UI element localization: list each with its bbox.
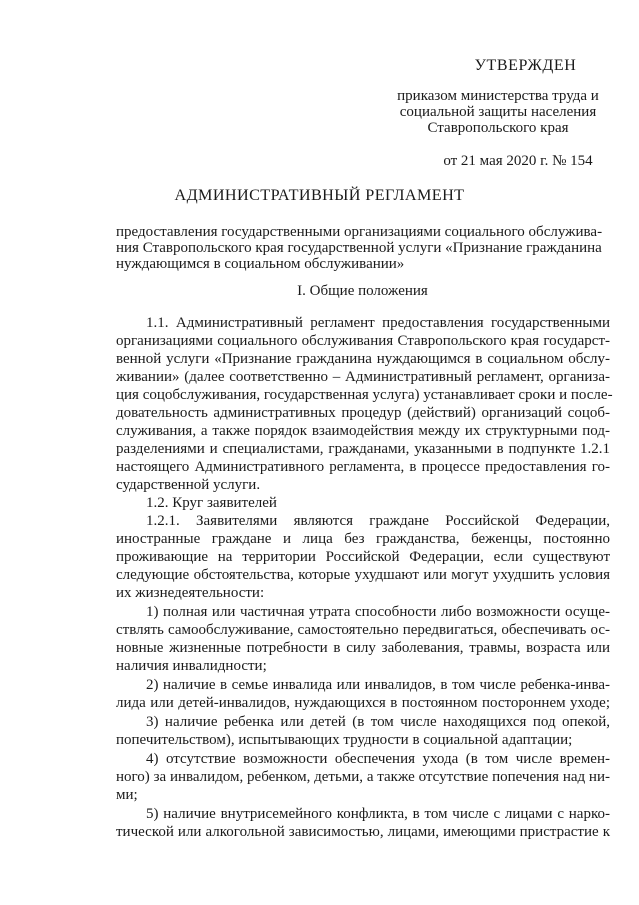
approval-date: от 21 мая 2020 г. № 154 <box>443 153 593 169</box>
document-subtitle <box>116 224 611 273</box>
subtitle-line: нуждающимся в социальном обслуживании» <box>116 256 405 273</box>
body-line: следующие обстоятельства, которые ухудшают или могут ухудшить условия <box>116 567 610 583</box>
body-line: 4) отсутствие возможности обеспечения ухода (в том числе времен- <box>146 751 610 767</box>
body-line: попечительством), испытывающих трудности в социальной адаптации; <box>116 732 573 748</box>
subtitle-line: ния Ставропольского края государственной услуги «Признание гражданина <box>116 240 602 257</box>
body-line: разделениями и специалистами, гражданами, указанными в подпункте 1.2.1 <box>116 441 610 457</box>
body-line: новные жизненные потребности в силу заболевания, травмы, возраста или <box>116 640 610 656</box>
body-line: ция соцобслуживания, государственная услуга) устанавливает сроки и после- <box>116 387 613 403</box>
document-title: АДМИНИСТРАТИВНЫЙ РЕГЛАМЕНТ <box>174 186 465 204</box>
body-line: настоящего Административного регламента, в процессе предоставления го- <box>116 459 610 475</box>
body-line: ствлять самообслуживание, самостоятельно передвигаться, обеспечивать ос- <box>116 622 610 638</box>
approval-line: социальной защиты населения <box>399 104 597 120</box>
body-line: довательность административных процедур (действий) организаций соцоб- <box>116 405 610 421</box>
body-line: 2) наличие в семье инвалида или инвалидов, в том числе ребенка-инва- <box>146 677 610 693</box>
body-line: ного) за инвалидом, ребенком, детьми, а также отсутствие попечения над ни- <box>116 769 610 785</box>
body-line: тической или алкогольной зависимостью, лицами, имеющими пристрастие к <box>116 824 610 840</box>
body-line: сударственной услуги. <box>116 477 261 493</box>
section-heading: I. Общие положения <box>297 283 428 299</box>
body-line: 1.1. Административный регламент предоставления государственными <box>146 315 610 331</box>
body-line: венной услуги «Признание гражданина нуждающимся в социальном обслу- <box>116 351 610 367</box>
subtitle-line: предоставления государственными организациями социального обслужива- <box>116 224 603 240</box>
body-line: проживающие на территории Российской Федерации, если существуют <box>116 549 610 565</box>
body-line: 5) наличие внутрисемейного конфликта, в том числе с лицами с нарко- <box>146 806 610 822</box>
body-line: наличия инвалидности; <box>116 658 267 674</box>
approval-line: Ставропольского края <box>427 120 569 136</box>
body-line: 1.2. Круг заявителей <box>146 495 277 511</box>
body-line: лида или детей-инвалидов, нуждающихся в постоянном постороннем уходе; <box>116 695 610 711</box>
body-line: 1) полная или частичная утрата способности либо возможности осуще- <box>146 604 610 620</box>
body-line: живании» (далее соответственно – Административный регламент, организа- <box>116 369 610 385</box>
body-line: ми; <box>116 787 138 803</box>
approval-line: приказом министерства труда и <box>397 88 599 104</box>
body-line: организациями социального обслуживания Ставропольского края государст- <box>116 333 610 349</box>
approval-block <box>388 58 608 169</box>
body-line: 1.2.1. Заявителями являются граждане Российской Федерации, <box>146 513 610 529</box>
body-line: иностранные граждане и лица без гражданства, беженцы, постоянно <box>116 531 610 547</box>
body-line: 3) наличие ребенка или детей (в том числе находящихся под опекой, <box>146 714 610 730</box>
body-line: их жизнедеятельности: <box>116 585 265 601</box>
approval-heading: УТВЕРЖДЕН <box>474 57 577 74</box>
body-text <box>116 314 613 841</box>
body-line: служивания, а также порядок взаимодействия между их структурными под- <box>116 423 610 439</box>
